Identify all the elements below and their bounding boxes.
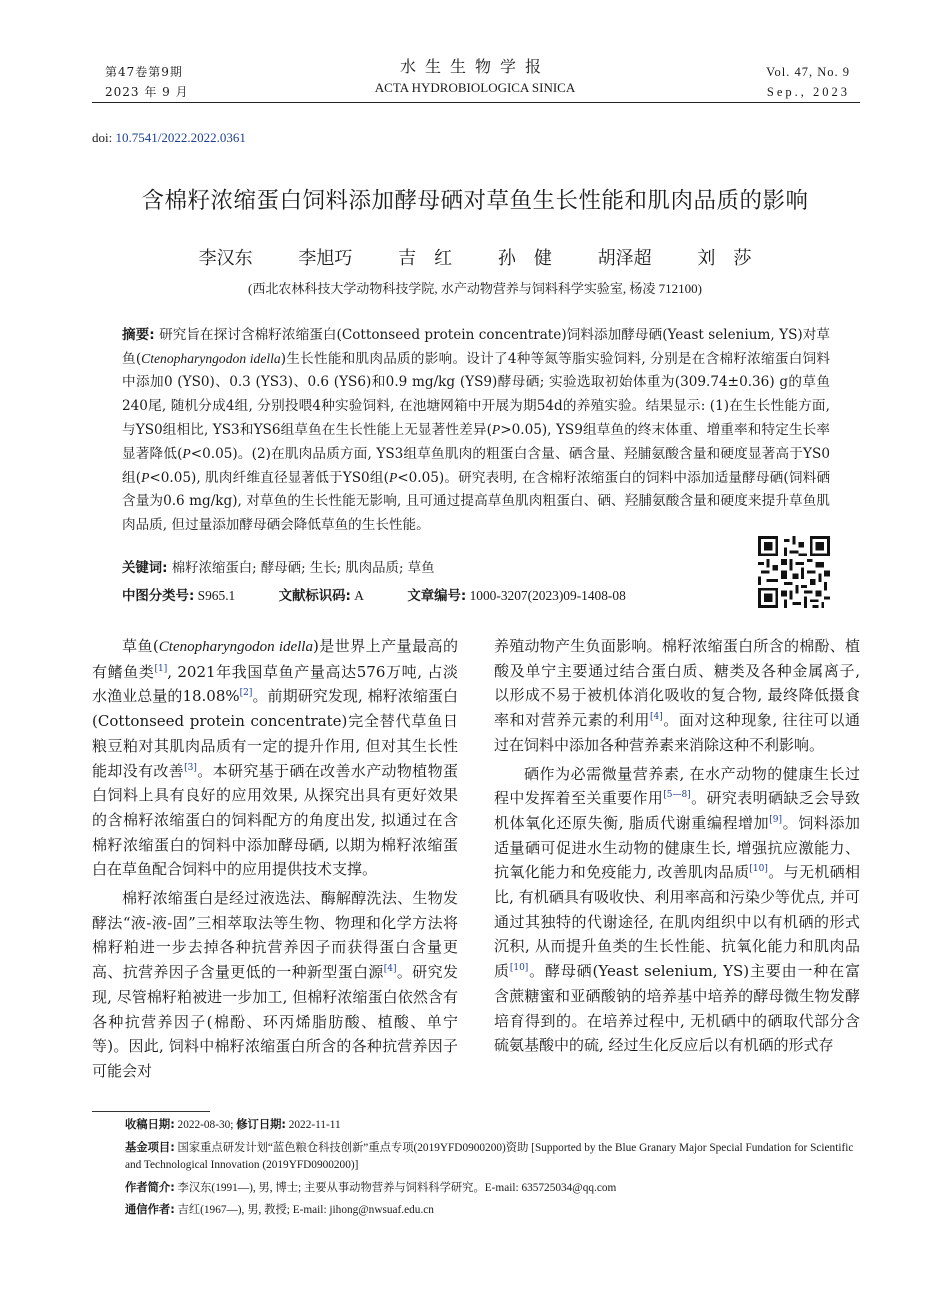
doi-link[interactable]: 10.7541/2022.2022.0361: [115, 130, 246, 145]
author: 李汉东: [198, 248, 253, 269]
body-paragraph: 硒作为必需微量营养素, 在水产动物的健康生长过程中发挥着至关重要作用[5—8]。研究表明硒缺乏会导致机体氧化还原失衡, 脂质代谢重编程增加[9]。饲料添加适量硒可促进水生动物的健康生长, 增强抗应激能力、抗氧化能力和免疫能力, 改善肌肉品质[10]。与无机硒相比, 有机硒具有吸收快、利用率高和污染少等优点, 并可通过其独特的代谢途径, 在肌肉组织中以有机硒的形式沉积, 从而提升鱼类的生长性能、抗氧化能力和肌肉品质[10]。酵母硒(Yeast selenium, YS)主要由一种在富含蔗糖蜜和亚硒酸钠的培养基中培养的酵母微生物发酵培育得到的。在培养过程中, 无机硒中的硒取代部分含硫氨基酸中的硫, 经过生化反应后以有机硒的形式存: [494, 764, 860, 1055]
classification-line: 中图分类号: S965.1 文献标识码: A 文章编号: 1000-3207(2023)09-1408-08: [122, 588, 626, 604]
species-name: Ctenopharyngodon idella: [158, 639, 313, 655]
citation-link[interactable]: [2]: [239, 688, 253, 699]
footnote-rule: [92, 1111, 210, 1112]
body-paragraph: 草鱼(Ctenopharyngodon idella)是世界上产量最高的有鳍鱼类[1], 2021年我国草鱼产量高达576万吨, 占淡水渔业总量的18.08%[2]。前期研究发现, 棉籽浓缩蛋白(Cottonseed protein concentrate)完全替代草鱼日粮豆粕对其肌肉品质有一定的提升作用, 但对其生长性能却没有改善[3]。本研究基于硒在改善水产动物植物蛋白饲料上具有良好的应用效果, 从探究出具有更好效果的含棉籽浓缩蛋白的饲料配方的角度出发, 拟通过在含棉籽浓缩蛋白的饲料中添加酵母硒, 以期为棉籽浓缩蛋白在草鱼配合饲料中的应用提供技术支撑。: [92, 637, 458, 879]
citation-link[interactable]: [10]: [749, 864, 768, 875]
date-en: Sep., 2023: [766, 85, 850, 99]
footnote-corresponding-author: 通信作者: 吉红(1967—), 男, 教授; E-mail: jihong@nwsuaf.edu.cn: [125, 1203, 434, 1216]
volume-issue: 第47卷第9期: [105, 65, 183, 79]
keywords-value: 棉籽浓缩蛋白; 酵母硒; 生长; 肌肉品质; 草鱼: [167, 561, 435, 576]
keywords: [122, 557, 435, 576]
author-list: [0, 244, 950, 270]
body-paragraph: 棉籽浓缩蛋白是经过液选法、酶解醇洗法、生物发酵法“液-液-固”三相萃取法等生物、物理和化学方法将棉籽粕进一步去掉各种抗营养因子而获得蛋白含量更高、抗营养因子含量更低的一种新型蛋白源[4]。研究发现, 尽管棉籽粕被进一步加工, 但棉籽浓缩蛋白依然含有各种抗营养因子(棉酚、环丙烯脂肪酸、植酸、单宁等)。因此, 饲料中棉籽浓缩蛋白所含的各种抗营养因子可能会对: [92, 889, 459, 1080]
body-column-right: [494, 634, 860, 1062]
journal-name-cn: 水生生物学报: [399, 57, 550, 76]
journal-name-en: ACTA HYDROBIOLOGICA SINICA: [374, 80, 576, 95]
footnote-received: 收稿日期: 2022-08-30; 修订日期: 2022-11-11: [125, 1118, 341, 1131]
citation-link[interactable]: [4]: [649, 712, 663, 723]
clc-number: S965.1: [194, 588, 236, 603]
citation-link[interactable]: [3]: [184, 762, 197, 773]
author: 吉 红: [398, 248, 453, 269]
qr-code-icon[interactable]: [758, 536, 830, 608]
footnote-funding: 基金项目: 国家重点研发计划“蓝色粮仓科技创新”重点专项(2019YFD0900200)资助 [Supported by the Blue Granary Major Special Fundation for Scientific and Technological Innovation (2019YFD0900200)]: [125, 1140, 854, 1171]
author: 孙 健: [497, 248, 552, 269]
author: 李旭巧: [298, 248, 353, 269]
citation-link[interactable]: [5—8]: [663, 790, 691, 801]
body-column-left: [92, 634, 458, 1088]
keywords-label: 关键词:: [122, 561, 168, 576]
citation-link[interactable]: [4]: [383, 964, 397, 975]
header-right: [766, 62, 850, 102]
document-code: A: [350, 588, 364, 603]
affiliation: (西北农林科技大学动物科技学院, 水产动物营养与饲料科学实验室, 杨凌 712100): [248, 281, 702, 296]
citation-link[interactable]: [9]: [769, 814, 782, 825]
species-name: Ctenopharyngodon idella: [141, 351, 281, 367]
footnote-author-bio: 作者简介: 李汉东(1991—), 男, 博士; 主要从事动物营养与饲料科学研究。E-mail: 635725034@qq.com: [125, 1180, 617, 1194]
doi-line: [92, 130, 246, 146]
abstract: 摘要: 研究旨在探讨含棉籽浓缩蛋白(Cottonseed protein concentrate)饲料添加酵母硒(Yeast selenium, YS)对草鱼(Ctenopharyngodon idella)生长性能和肌肉品质的影响。设计了4种等氮等脂实验饲料, 分别是在含棉籽浓缩蛋白饲料中添加0 (YS0)、0.3 (YS3)、0.6 (YS6)和0.9 mg/kg (YS9)酵母硒; 实验选取初始体重为(309.74±0.36) g的草鱼240尾, 随机分成4组, 分别投喂4种实验饲料, 在池塘网箱中开展为期54d的养殖实验。结果显示: (1)在生长性能方面, 与YS0组相比, YS3和YS6组草鱼在生长性能上无显著性差异(P>0.05), YS9组草鱼的终末体重、增重率和特定生长率显著降低(P<0.05)。(2)在肌肉品质方面, YS3组草鱼肌肉的粗蛋白含量、硒含量、羟脯氨酸含量和硬度显著高于YS0组(P<0.05), 肌肉纤维直径显著低于YS0组(P<0.05)。研究表明, 在含棉籽浓缩蛋白的饲料中添加适量酵母硒(饲料硒含量为0.6 mg/kg), 对草鱼的生长性能无影响, 且可通过提高草鱼肌肉粗蛋白、硒、羟脯氨酸含量和硬度来提升草鱼肌肉品质, 但过量添加酵母硒会降低草鱼的生长性能。: [122, 327, 831, 533]
header-rule: [92, 102, 860, 103]
citation-link[interactable]: [10]: [509, 963, 529, 974]
citation-link[interactable]: [1]: [154, 663, 168, 674]
volume-en: Vol. 47, No. 9: [766, 65, 850, 79]
author: 胡泽超: [597, 248, 652, 269]
doi-label: doi:: [92, 130, 116, 145]
abstract-label: 摘要:: [122, 327, 155, 343]
body-paragraph: 养殖动物产生负面影响。棉籽浓缩蛋白所含的棉酚、植酸及单宁主要通过结合蛋白质、糖类及各种金属离子, 以形成不易于被机体消化吸收的复合物, 最终降低摄食率和对营养元素的利用[4]。面对这种现象, 往往可以通过在饲料中添加各种营养素来消除这种不利影响。: [494, 637, 860, 754]
date-cn: 2023 年 9 月: [105, 85, 189, 99]
article-number: 1000-3207(2023)09-1408-08: [466, 588, 626, 603]
author: 刘 莎: [697, 248, 752, 269]
paper-title: 含棉籽浓缩蛋白饲料添加酵母硒对草鱼生长性能和肌肉品质的影响: [141, 188, 809, 214]
footnotes: [125, 1116, 860, 1224]
